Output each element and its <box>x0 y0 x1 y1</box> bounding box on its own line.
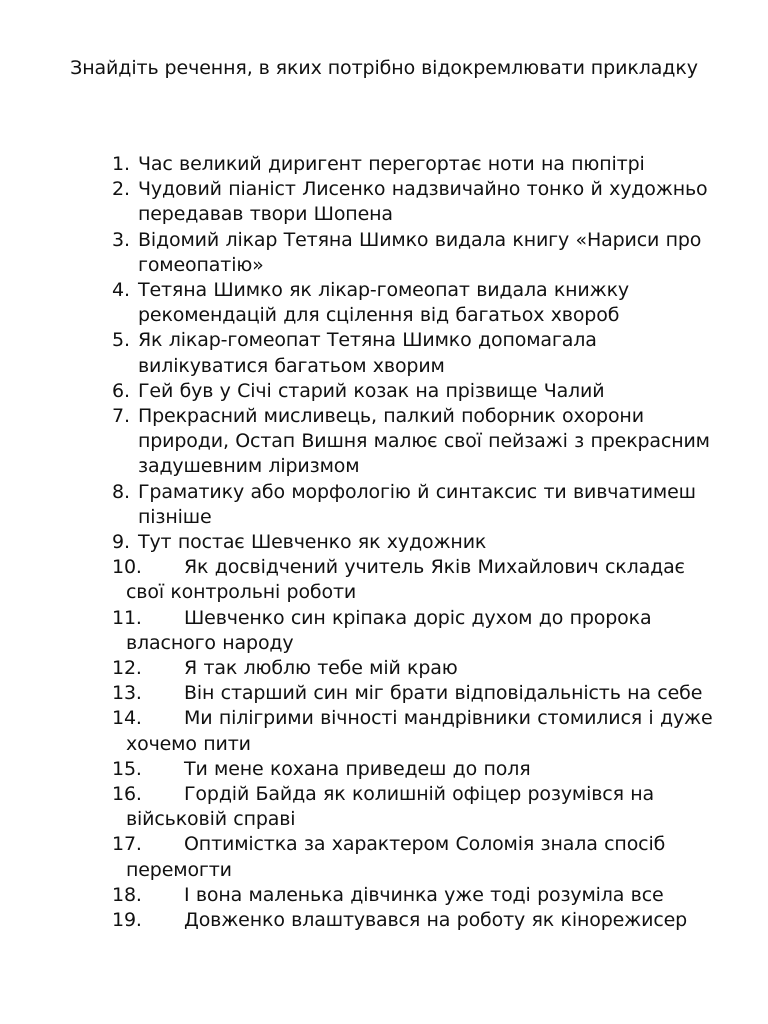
item-text: Шевченко син кріпака доріс духом до пророка власного народу <box>126 606 652 654</box>
item-number: 19. <box>112 909 142 932</box>
item-number: 2. <box>112 178 130 201</box>
page-title: Знайдіть речення, в яких потрібно відокремлювати прикладку <box>70 57 698 79</box>
item-number: 13. <box>112 682 142 705</box>
item-number: 8. <box>112 480 130 503</box>
sentence-list <box>112 152 722 933</box>
item-number: 1. <box>112 153 130 175</box>
item-text: Він старший син міг брати відповідальність на себе <box>184 682 703 705</box>
item-number: 14. <box>112 707 142 730</box>
list-item <box>112 555 722 605</box>
list-item <box>112 832 722 882</box>
item-number: 4. <box>112 279 130 302</box>
list-item <box>112 379 722 404</box>
list-item <box>112 681 722 706</box>
item-number: 7. <box>112 405 130 428</box>
item-text: Я так люблю тебе мій краю <box>184 657 458 680</box>
item-text: Час великий диригент перегортає ноти на пюпітрі <box>138 153 645 175</box>
item-text: Ми пілігрими вічності мандрівники стомилися і дуже хочемо пити <box>126 707 713 755</box>
item-text: Оптимістка за характером Соломія знала спосіб перемогти <box>126 833 666 881</box>
item-number: 12. <box>112 657 142 680</box>
list-item <box>112 177 722 227</box>
item-number: 18. <box>112 883 142 906</box>
item-number: 10. <box>112 556 142 579</box>
item-number: 6. <box>112 379 130 402</box>
list-item <box>112 757 722 782</box>
item-text: Чудовий піаніст Лисенко надзвичайно тонко й художньо передавав твори Шопена <box>138 178 708 226</box>
item-text: Прекрасний мисливець, палкий поборник охорони природи, Остап Вишня малює свої пейзажі з прекрасним задушевним ліризмом <box>138 405 710 478</box>
list-item <box>112 706 722 756</box>
list-item <box>112 228 722 278</box>
item-number: 11. <box>112 606 142 629</box>
item-text: Граматику або морфологію й синтаксис ти вивчатимеш пізніше <box>138 480 696 528</box>
item-number: 5. <box>112 329 130 352</box>
item-number: 3. <box>112 228 130 251</box>
item-text: Ти мене кохана приведеш до поля <box>184 757 531 780</box>
list-item <box>112 908 722 933</box>
item-number: 9. <box>112 531 130 554</box>
item-text: Довженко влаштувався на роботу як кінорежисер <box>184 909 688 932</box>
list-item <box>112 404 722 480</box>
list-item <box>112 656 722 681</box>
item-text: Тетяна Шимко як лікар-гомеопат видала книжку рекомендацій для сцілення від багатьох хвороб <box>138 279 630 327</box>
list-item <box>112 530 722 555</box>
item-number: 16. <box>112 783 142 806</box>
item-text: Відомий лікар Тетяна Шимко видала книгу «Нариси про гомеопатію» <box>138 228 702 276</box>
item-text: Як досвідчений учитель Яків Михайлович складає свої контрольні роботи <box>126 556 685 604</box>
item-number: 17. <box>112 833 142 856</box>
list-item <box>112 152 722 177</box>
list-item <box>112 328 722 378</box>
item-number: 15. <box>112 757 142 780</box>
list-item <box>112 782 722 832</box>
item-text: Як лікар-гомеопат Тетяна Шимко допомагала вилікуватися багатьом хворим <box>138 329 597 377</box>
list-item <box>112 606 722 656</box>
item-text: Гей був у Січі старий козак на прізвище Чалий <box>138 379 605 402</box>
list-item <box>112 278 722 328</box>
item-text: Тут постає Шевченко як художник <box>138 531 487 554</box>
list-item <box>112 480 722 530</box>
item-text: Гордій Байда як колишній офіцер розумівся на військовій справі <box>126 783 655 831</box>
list-item <box>112 883 722 908</box>
item-text: І вона маленька дівчинка уже тоді розуміла все <box>184 883 664 906</box>
